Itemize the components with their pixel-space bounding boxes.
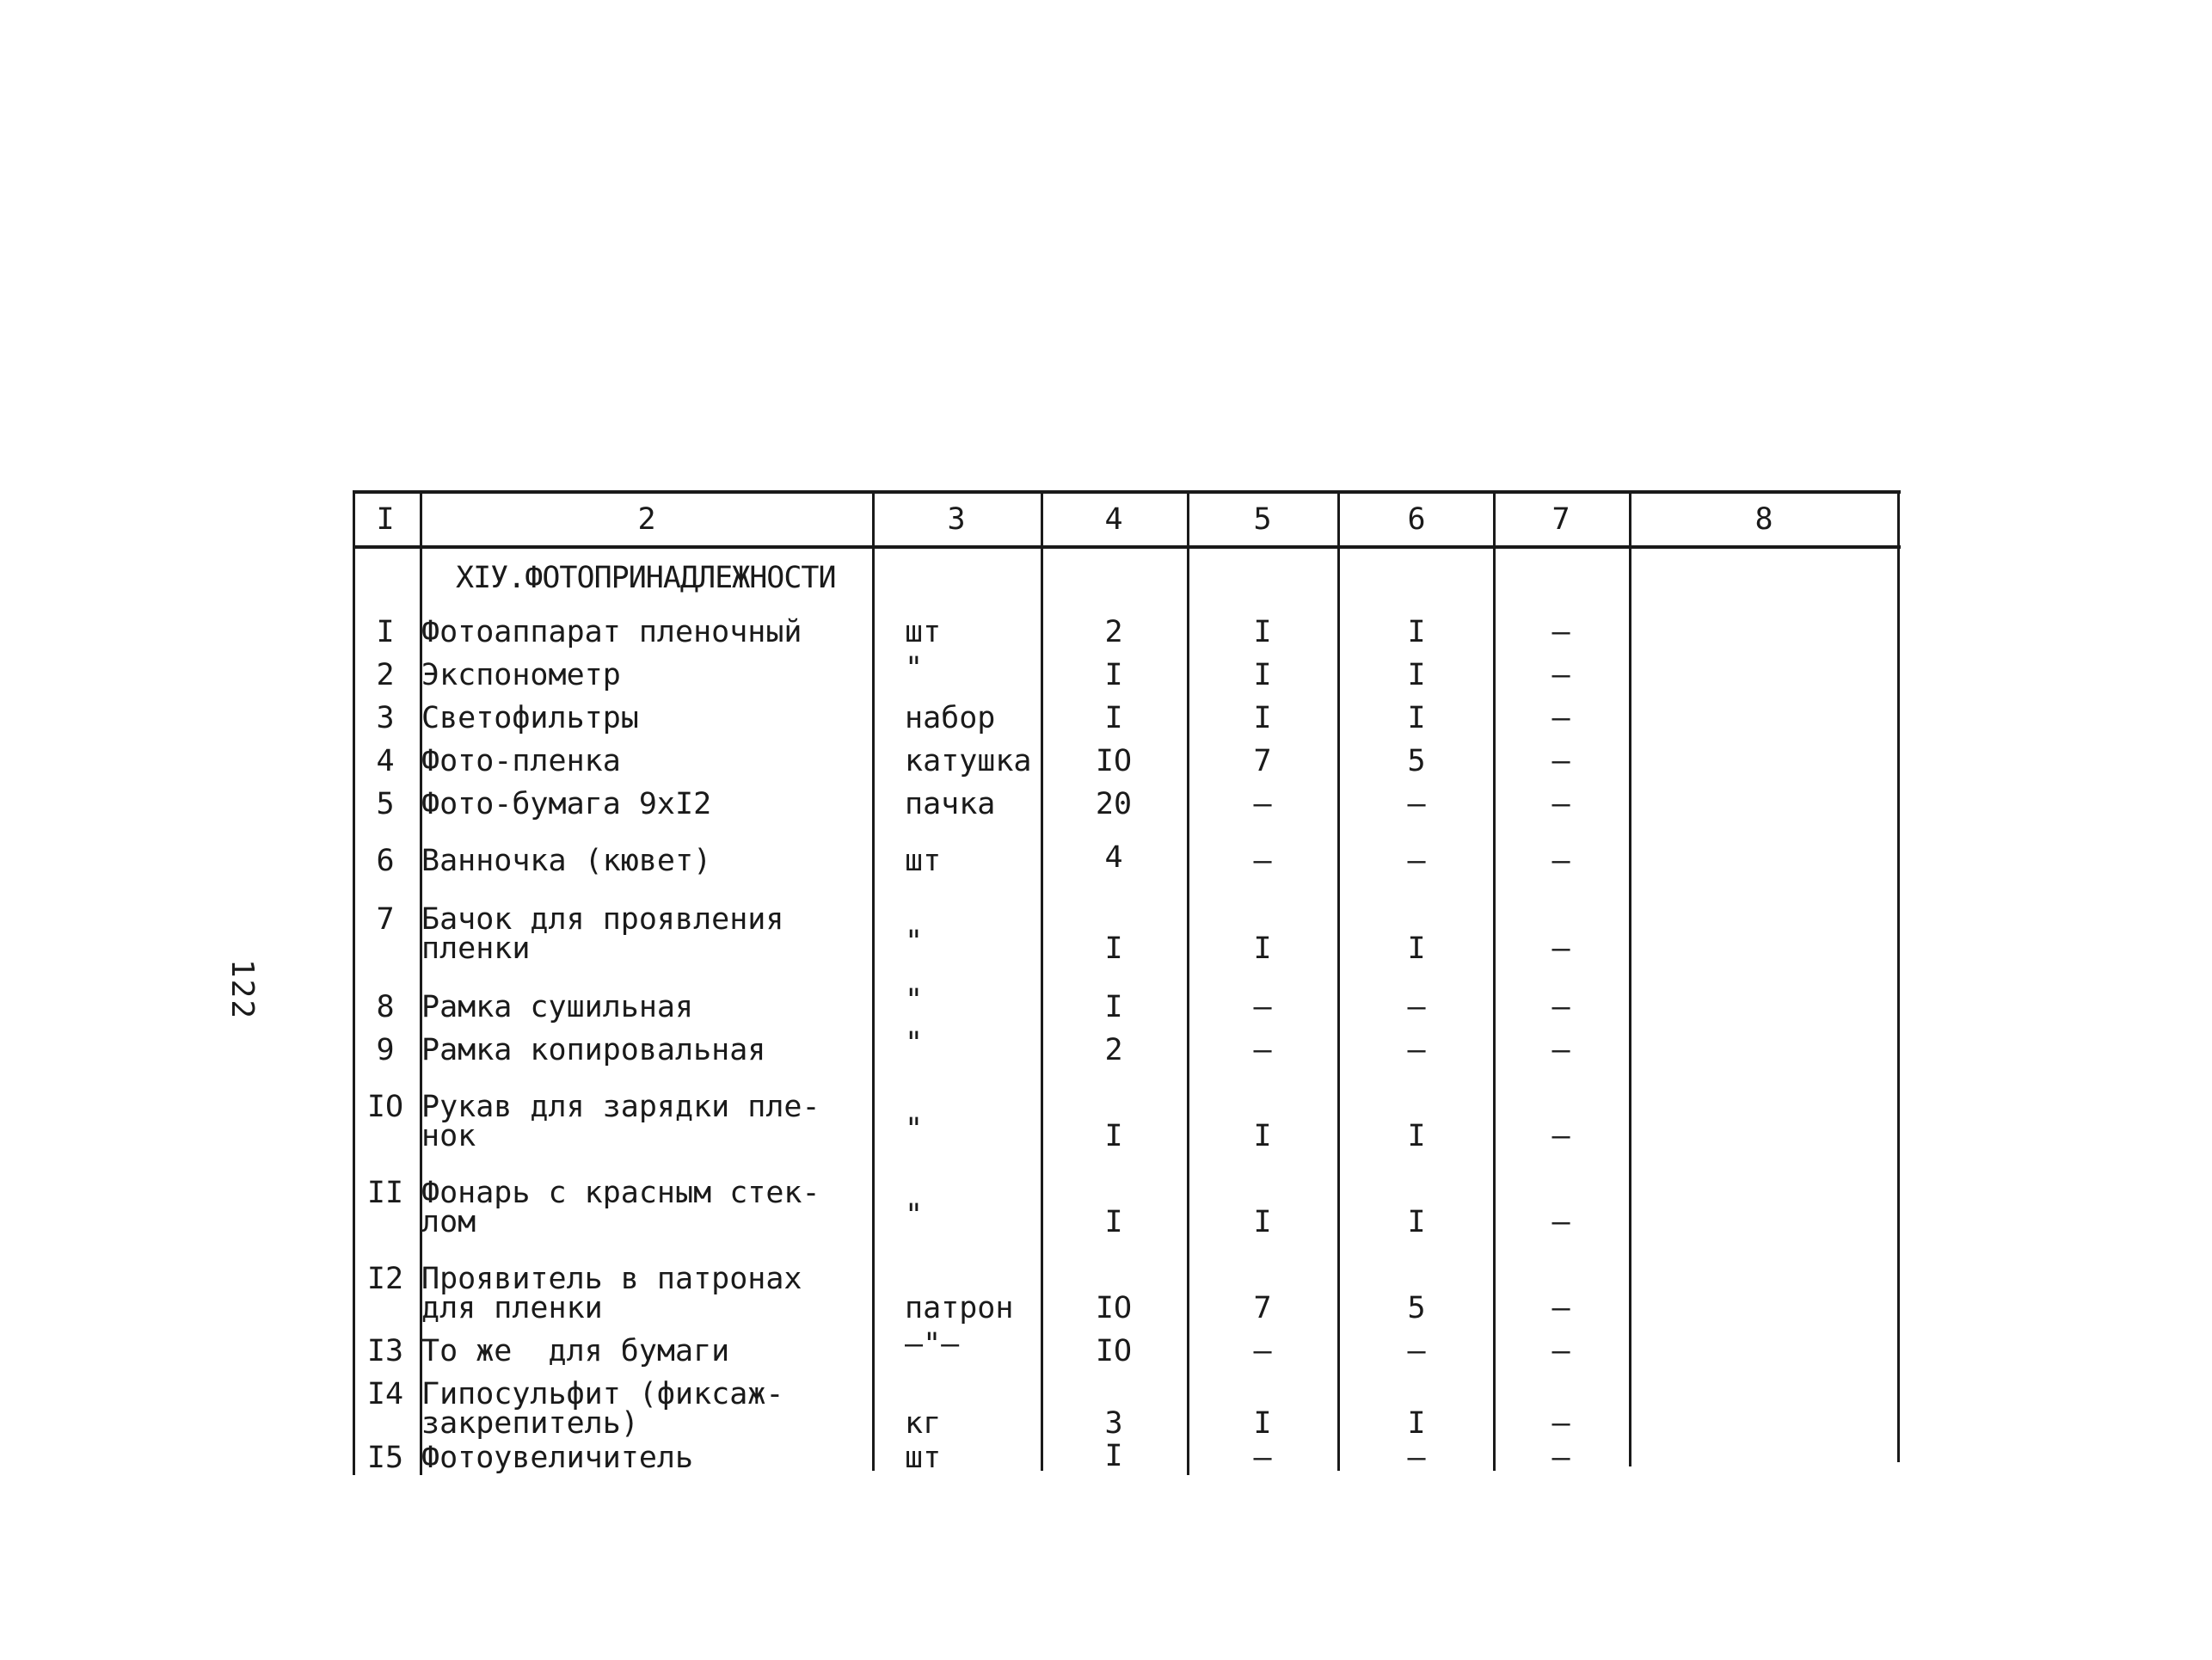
- qty-col-7: –: [1551, 1119, 1570, 1153]
- row-number: 4: [376, 744, 395, 778]
- qty-col-6: –: [1407, 1033, 1426, 1067]
- qty-col-7: –: [1551, 1334, 1570, 1368]
- header-col-5: 5: [1253, 502, 1272, 537]
- qty-col-7: –: [1551, 990, 1570, 1024]
- header-col-8: 8: [1754, 502, 1773, 537]
- item-name: Фотоаппарат пленочный: [421, 615, 802, 649]
- row-number: 5: [376, 787, 395, 821]
- column-rule: [872, 490, 875, 1471]
- qty-col-5: I: [1253, 1119, 1272, 1153]
- unit: пачка: [905, 787, 996, 821]
- unit: –"–: [905, 1327, 960, 1362]
- qty-col-7: –: [1551, 701, 1570, 735]
- qty-col-6: I: [1407, 701, 1426, 735]
- qty-col-6: I: [1407, 615, 1426, 649]
- qty-col-5: –: [1253, 787, 1272, 821]
- qty-col-5: I: [1253, 931, 1272, 966]
- item-name: Гипосульфит (фиксаж- закрепитель): [421, 1377, 784, 1441]
- qty-col-6: 5: [1407, 744, 1426, 778]
- qty-col-7: –: [1551, 931, 1570, 966]
- qty-col-6: –: [1407, 1441, 1426, 1475]
- item-name: Ванночка (кювет): [421, 844, 712, 878]
- section-title: XIУ.ФОТОПРИНАДЛЕЖНОСТИ: [456, 561, 836, 595]
- unit: ": [905, 651, 924, 686]
- qty-col-7: –: [1551, 844, 1570, 878]
- qty-col-5: –: [1253, 1441, 1272, 1475]
- qty-col-6: I: [1407, 1119, 1426, 1153]
- qty-col-4: 2: [1104, 615, 1123, 649]
- qty-col-7: –: [1551, 1205, 1570, 1239]
- qty-col-6: –: [1407, 787, 1426, 821]
- header-col-6: 6: [1407, 502, 1426, 537]
- item-name: То же для бумаги: [421, 1334, 730, 1368]
- qty-col-7: –: [1551, 1291, 1570, 1325]
- unit: ": [905, 925, 924, 959]
- unit: ": [905, 1198, 924, 1233]
- qty-col-4: IO: [1095, 1334, 1133, 1368]
- unit: ": [905, 983, 924, 1018]
- item-name: Фотоувеличитель: [421, 1441, 694, 1475]
- column-rule: [1629, 490, 1631, 1466]
- qty-col-5: –: [1253, 1334, 1272, 1368]
- inventory-table: [353, 490, 1901, 1475]
- qty-col-7: –: [1551, 744, 1570, 778]
- qty-col-6: –: [1407, 1334, 1426, 1368]
- item-name: Фонарь с красным стек- лом: [421, 1176, 820, 1239]
- unit: патрон: [905, 1291, 1014, 1325]
- header-col-7: 7: [1551, 502, 1570, 537]
- page-number: 122: [224, 959, 260, 1021]
- qty-col-6: I: [1407, 1205, 1426, 1239]
- row-number: 7: [376, 902, 395, 937]
- qty-col-6: I: [1407, 931, 1426, 966]
- row-number: 8: [376, 990, 395, 1024]
- qty-col-4: I: [1104, 1119, 1123, 1153]
- qty-col-6: I: [1407, 658, 1426, 692]
- row-number: I2: [366, 1262, 404, 1296]
- qty-col-6: 5: [1407, 1291, 1426, 1325]
- unit: ": [905, 1026, 924, 1061]
- unit: катушка: [905, 744, 1032, 778]
- qty-col-4: 20: [1095, 787, 1133, 821]
- unit: шт: [905, 1441, 942, 1475]
- qty-col-4: I: [1104, 931, 1123, 966]
- header-col-1: I: [376, 502, 395, 537]
- unit: ": [905, 1112, 924, 1147]
- qty-col-4: I: [1104, 1205, 1123, 1239]
- qty-col-4: 4: [1104, 840, 1123, 875]
- qty-col-6: I: [1407, 1406, 1426, 1441]
- row-number: 2: [376, 658, 395, 692]
- qty-col-5: I: [1253, 615, 1272, 649]
- qty-col-4: I: [1104, 1439, 1123, 1473]
- qty-col-5: –: [1253, 844, 1272, 878]
- qty-col-5: I: [1253, 658, 1272, 692]
- unit: кг: [905, 1406, 942, 1441]
- qty-col-4: I: [1104, 701, 1123, 735]
- qty-col-5: I: [1253, 1406, 1272, 1441]
- qty-col-5: –: [1253, 990, 1272, 1024]
- qty-col-4: 2: [1104, 1033, 1123, 1067]
- row-number: 3: [376, 701, 395, 735]
- qty-col-7: –: [1551, 615, 1570, 649]
- item-name: Фото-бумага 9хI2: [421, 787, 712, 821]
- header-col-2: 2: [637, 502, 656, 537]
- item-name: Рукав для зарядки пле- нок: [421, 1090, 820, 1153]
- qty-col-5: I: [1253, 1205, 1272, 1239]
- item-name: Бачок для проявления пленки: [421, 902, 784, 966]
- table-top-border: [353, 490, 1901, 494]
- qty-col-5: –: [1253, 1033, 1272, 1067]
- qty-col-7: –: [1551, 1033, 1570, 1067]
- item-name: Фото-пленка: [421, 744, 621, 778]
- column-rule: [1897, 490, 1900, 1462]
- item-name: Рамка копировальная: [421, 1033, 766, 1067]
- qty-col-7: –: [1551, 658, 1570, 692]
- qty-col-6: –: [1407, 990, 1426, 1024]
- qty-col-5: I: [1253, 701, 1272, 735]
- qty-col-5: 7: [1253, 1291, 1272, 1325]
- qty-col-4: IO: [1095, 1291, 1133, 1325]
- qty-col-4: 3: [1104, 1406, 1123, 1441]
- item-name: Светофильтры: [421, 701, 639, 735]
- row-number: 6: [376, 844, 395, 878]
- qty-col-7: –: [1551, 1441, 1570, 1475]
- unit: шт: [905, 844, 942, 878]
- row-number: I: [376, 615, 395, 649]
- qty-col-4: IO: [1095, 744, 1133, 778]
- qty-col-7: –: [1551, 1406, 1570, 1441]
- item-name: Экспонометр: [421, 658, 621, 692]
- qty-col-7: –: [1551, 787, 1570, 821]
- row-number: 9: [376, 1033, 395, 1067]
- row-number: I4: [366, 1377, 404, 1411]
- row-number: I5: [366, 1441, 404, 1475]
- row-number: IO: [366, 1090, 404, 1124]
- header-col-3: 3: [947, 502, 966, 537]
- item-name: Проявитель в патронах для пленки: [421, 1262, 802, 1325]
- row-number: I3: [366, 1334, 404, 1368]
- qty-col-6: –: [1407, 844, 1426, 878]
- unit: набор: [905, 701, 996, 735]
- qty-col-4: I: [1104, 990, 1123, 1024]
- header-col-4: 4: [1104, 502, 1123, 537]
- table-header-border: [353, 545, 1901, 549]
- qty-col-4: I: [1104, 658, 1123, 692]
- item-name: Рамка сушильная: [421, 990, 694, 1024]
- qty-col-5: 7: [1253, 744, 1272, 778]
- unit: шт: [905, 615, 942, 649]
- row-number: II: [366, 1176, 404, 1210]
